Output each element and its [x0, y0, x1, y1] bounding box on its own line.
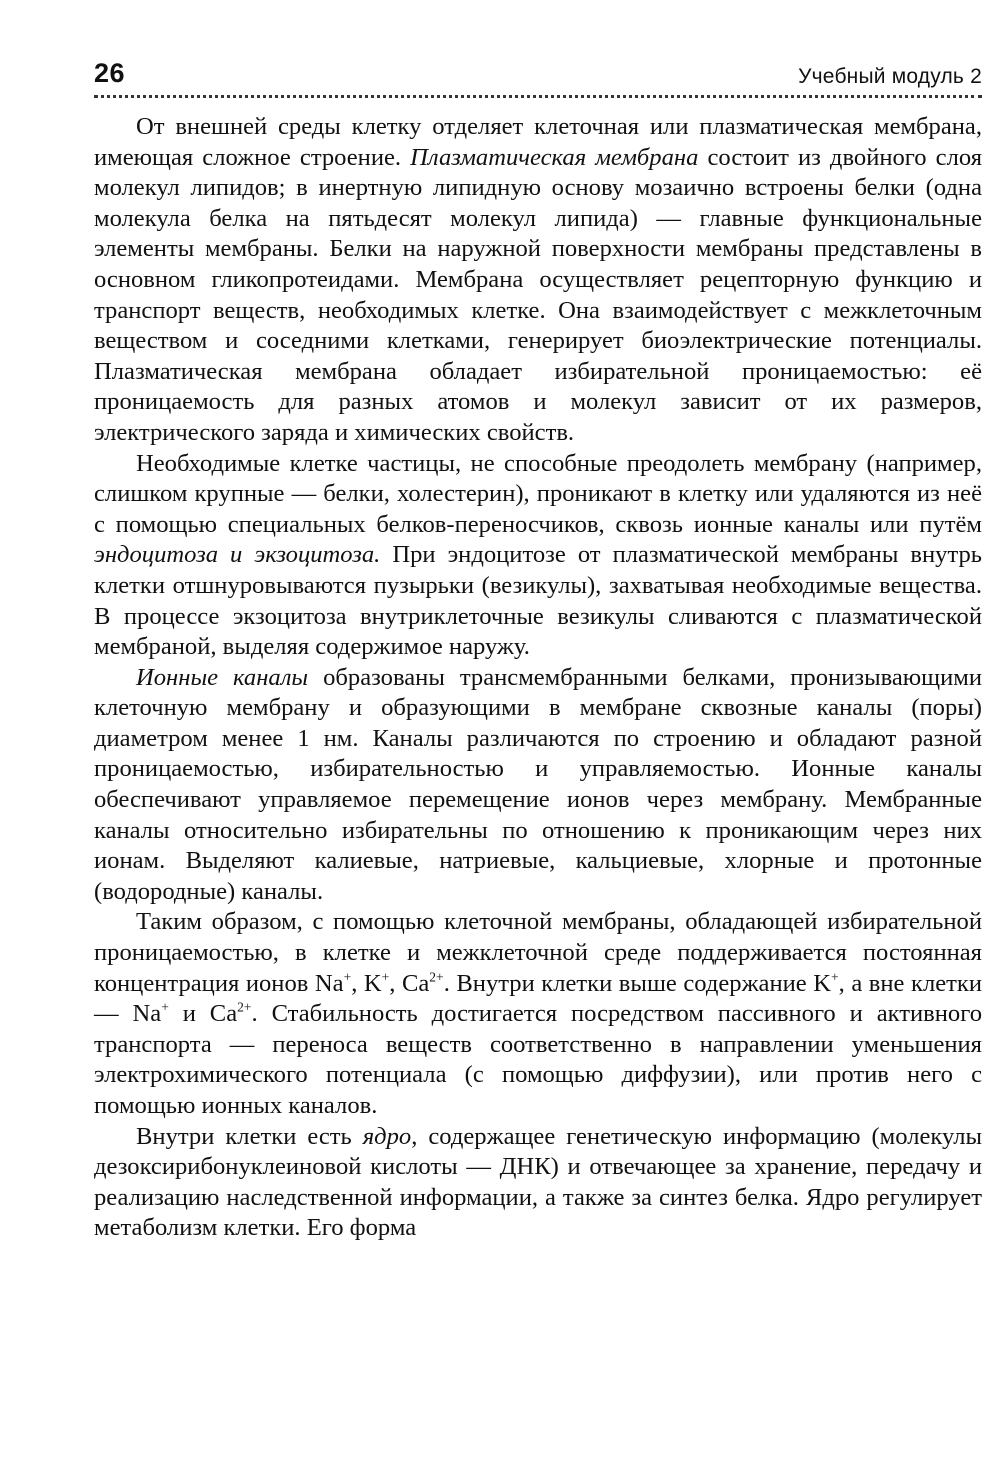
italic-term: Плазматическая мембрана — [410, 143, 699, 171]
paragraph-membrane — [94, 112, 982, 449]
text-run: и Ca — [168, 1000, 238, 1028]
paragraph-nucleus — [94, 1122, 982, 1244]
text-run: , а вне клетки — Na — [94, 969, 982, 1028]
italic-term: Ионные каналы — [136, 663, 309, 691]
italic-term: ядро — [362, 1122, 412, 1150]
text-run: . Внутри клетки выше содержание K — [443, 969, 832, 997]
text-run: Таким образом, с помощью клеточной мембраны, обладающей избирательной проницаемостью, в клетке и межклеточной среде поддерживается постоянная концентрация ионов Na — [94, 908, 982, 997]
book-page — [94, 58, 982, 1244]
text-run: , Ca — [389, 969, 430, 997]
text-run: При эндоцитозе от плазматической мембраны внутрь клетки отшнуровываются пузырьки (везикулы), захватывая необходимые вещества. В процессе экзоцитоза внутриклеточные везикулы сливаются с плазматической мембраной, выделяя содержимое наружу. — [94, 541, 983, 661]
ion-charge: 2+ — [429, 969, 444, 985]
text-run: . Стабильность достигается посредством пассивного и активного транспорта — переноса веществ соответственно в направлении уменьшения электрохимического потенциала (с помощью диффузии), или против него с помощью ионных каналов. — [94, 1000, 982, 1119]
ion-charge: + — [831, 969, 839, 985]
running-header — [94, 58, 982, 98]
ion-charge: 2+ — [237, 999, 252, 1015]
text-run: Необходимые клетке частицы, не способные преодолеть мембрану (например, слишком крупные — белки, холестерин), проникают в клетку или удаляются из неё с помощью специальных белков-переносчиков, сквозь ионные каналы или путём — [94, 449, 982, 538]
page-number: 26 — [94, 58, 126, 88]
paragraph-transport — [94, 449, 982, 663]
paragraph-ion-channels — [94, 663, 982, 908]
text-run: От внешней среды клетку отделяет клеточная или плазматическая мембрана, имеющая сложное строение. — [94, 113, 982, 171]
text-run: Внутри клетки есть — [136, 1122, 363, 1150]
paragraph-ion-concentration — [94, 907, 982, 1121]
text-run: , K — [351, 969, 382, 997]
ion-charge: + — [343, 969, 352, 985]
module-title: Учебный модуль 2 — [798, 65, 982, 88]
body-text — [94, 112, 982, 1244]
text-run: состоит из двойного слоя молекул липидов; в инертную липидную основу мозаично встроены белки (одна молекула белка на пятьдесят молекул липида) — главные функциональные элементы мембраны. Белки на наружной поверхности мембраны представлены в основном гликопротеидами. Мембрана осуществляет рецепторную функцию и транспорт веществ, необходимых клетке. Она взаимодействует с межклеточным веществом и соседними клетками, генерирует биоэлектрические потенциалы. Плазматическая мембрана обладает избирательной проницаемостью: её проницаемость для разных атомов и молекул зависит от их размеров, электрического заряда и химических свойств. — [94, 143, 983, 446]
text-run: , содержащее генетическую информацию (молекулы дезоксирибонуклеиновой кислоты — ДНК) и отвечающее за хранение, передачу и реализацию наследственной информации, а также за синтез белка. Ядро регулирует метаболизм клетки. Его форма — [94, 1122, 982, 1242]
ion-charge: + — [161, 999, 169, 1015]
text-run: образованы трансмембранными белками, пронизывающими клеточную мембрану и образующими в мембране сквозные каналы (поры) диаметром менее 1 нм. Каналы различаются по строению и обладают разной проницаемостью, избирательностью и управляемостью. Ионные каналы обеспечивают управляемое перемещение ионов через мембрану. Мембранные каналы относительно избирательны по отношению к проникающим через них ионам. Выделяют калиевые, натриевые, кальциевые, хлорные и протонные (водородные) каналы. — [94, 663, 982, 905]
ion-charge: + — [381, 969, 390, 985]
italic-term: эндоцитоза и экзоцитоза. — [94, 541, 381, 569]
